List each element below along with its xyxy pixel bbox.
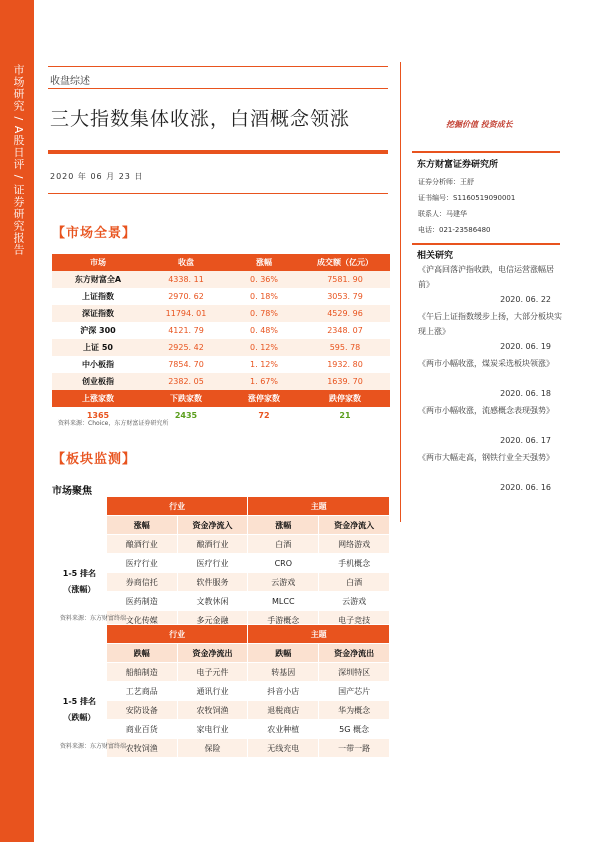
table-cell: 云游戏	[319, 592, 390, 611]
table-cell: 医药制造	[106, 592, 177, 611]
column-header: 资金净流出	[177, 644, 248, 663]
column-header: 下跌家数	[144, 390, 228, 407]
column-header: 上涨家数	[52, 390, 144, 407]
table-header-row	[53, 516, 390, 535]
table-cell: 华为概念	[319, 701, 390, 720]
page-title: 三大指数集体收涨，白酒概念领涨	[50, 108, 351, 130]
index-name: 沪深 300	[52, 322, 144, 339]
turnover-value: 3053. 79	[300, 288, 390, 305]
index-name: 创业板指	[52, 373, 144, 390]
close-value: 11794. 01	[144, 305, 228, 322]
table-row	[52, 322, 390, 339]
table-cell: 工艺商品	[106, 682, 177, 701]
group-header-theme: 主题	[248, 625, 390, 644]
close-value: 4121. 79	[144, 322, 228, 339]
table-cell: 医疗行业	[177, 554, 248, 573]
header-top-rule	[48, 66, 388, 67]
market-overview-heading: 【市场全景】	[52, 226, 137, 241]
analyst: 证券分析师：王舒	[418, 178, 474, 186]
column-header: 涨停家数	[228, 390, 300, 407]
header-mid-rule	[48, 88, 388, 89]
group-header-theme: 主题	[248, 497, 390, 516]
related-report-title[interactable]: 《沪高回落沪指收跌，电信运营涨幅居前》	[418, 265, 554, 289]
table-cell: 电子元件	[177, 663, 248, 682]
column-header: 资金净流入	[177, 516, 248, 535]
related-report-date: 2020. 06. 17	[500, 436, 551, 445]
turnover-value: 595. 78	[300, 339, 390, 356]
table-cell: 券商信托	[106, 573, 177, 592]
table-row	[53, 535, 390, 554]
table-row	[53, 663, 390, 682]
company-rule	[412, 151, 560, 153]
table-cell: 医疗行业	[106, 554, 177, 573]
table-cell: 云游戏	[248, 573, 319, 592]
report-date: 2020 年 06 月 23 日	[50, 172, 144, 181]
column-header: 涨幅	[106, 516, 177, 535]
section-label: 收盘综述	[50, 76, 90, 87]
slogan: 挖掘价值 投资成长	[446, 120, 513, 129]
limit-up-count: 72	[228, 407, 300, 424]
table-cell: 国产芯片	[319, 682, 390, 701]
close-value: 2382. 05	[144, 373, 228, 390]
related-title: 相关研究	[417, 251, 454, 261]
related-report-title[interactable]: 《两市小幅收涨，流感概念表现强势》	[418, 406, 554, 415]
related-report-title[interactable]: 《两市小幅收涨，煤炭采选板块领涨》	[418, 359, 554, 368]
table-cell: 酿酒行业	[177, 535, 248, 554]
table-header-row	[52, 254, 390, 271]
table-cell: 农业种植	[248, 720, 319, 739]
limit-down-count: 21	[300, 407, 390, 424]
group-header-industry: 行业	[106, 625, 248, 644]
close-value: 2970. 62	[144, 288, 228, 305]
column-header: 收盘	[144, 254, 228, 271]
change-value: 0. 18%	[228, 288, 300, 305]
index-name: 东方财富全A	[52, 271, 144, 288]
sidebar-label: 市场研究 / A股日评 / 证券研究报告	[12, 64, 25, 256]
table-cell: 农牧饲渔	[177, 701, 248, 720]
table-group-header-row	[53, 497, 390, 516]
change-value: 1. 67%	[228, 373, 300, 390]
rank-label: 1-5 排名 （跌幅）	[53, 663, 107, 758]
table-cell: 保险	[177, 739, 248, 758]
related-rule	[412, 243, 560, 245]
table-cell: 多元金融	[177, 611, 248, 630]
market-source-note: 资料来源：Choice，东方财富证券研究所	[58, 420, 169, 427]
table-row	[52, 305, 390, 322]
table-cell: 无线充电	[248, 739, 319, 758]
sidebar-strip	[0, 0, 34, 842]
close-value: 7854. 70	[144, 356, 228, 373]
table-cell: 5G 概念	[319, 720, 390, 739]
change-value: 0. 48%	[228, 322, 300, 339]
table-cell: 白酒	[248, 535, 319, 554]
index-name: 深证指数	[52, 305, 144, 322]
date-rule	[48, 193, 388, 194]
close-value: 4338. 11	[144, 271, 228, 288]
title-rule	[48, 150, 388, 154]
rank-label: 1-5 排名 （涨幅）	[53, 535, 107, 630]
related-report-title[interactable]: 《两市大幅走高，钢铁行业全天强势》	[418, 453, 554, 462]
group-header-industry: 行业	[106, 497, 248, 516]
column-header: 涨幅	[228, 254, 300, 271]
index-name: 上证 50	[52, 339, 144, 356]
stats-header-row	[52, 390, 390, 407]
sector-monitor-heading: 【板块监测】	[52, 452, 137, 467]
change-value: 0. 12%	[228, 339, 300, 356]
table-cell: 手游概念	[248, 611, 319, 630]
column-header: 跌停家数	[300, 390, 390, 407]
table-cell: 退税商店	[248, 701, 319, 720]
table-cell: 白酒	[319, 573, 390, 592]
gainers-table	[52, 496, 390, 630]
index-name: 上证指数	[52, 288, 144, 305]
column-header: 成交额（亿元）	[300, 254, 390, 271]
market-focus-heading: 市场聚焦	[52, 486, 92, 497]
contact: 联系人：马建华	[418, 210, 467, 218]
table-group-header-row	[53, 625, 390, 644]
index-name: 中小板指	[52, 356, 144, 373]
table-cell: 深圳特区	[319, 663, 390, 682]
related-report-date: 2020. 06. 22	[500, 295, 551, 304]
table-cell: 文化传媒	[106, 611, 177, 630]
related-report-title[interactable]: 《午后上证指数缓步上扬，大部分板块实现上涨》	[418, 312, 562, 336]
table-cell: 文教休闲	[177, 592, 248, 611]
change-value: 0. 78%	[228, 305, 300, 322]
table-cell: 安防设备	[106, 701, 177, 720]
table-cell: MLCC	[248, 592, 319, 611]
column-header: 资金净流出	[319, 644, 390, 663]
table-cell: 网络游戏	[319, 535, 390, 554]
losers-source-note: 资料来源：东方财富终端	[60, 743, 127, 750]
turnover-value: 4529. 96	[300, 305, 390, 322]
turnover-value: 7581. 90	[300, 271, 390, 288]
related-report-date: 2020. 06. 18	[500, 389, 551, 398]
decliners-count: 2435	[144, 407, 228, 424]
market-table	[52, 254, 390, 424]
related-report-date: 2020. 06. 19	[500, 342, 551, 351]
table-cell: 手机概念	[319, 554, 390, 573]
table-row	[52, 373, 390, 390]
table-cell: 转基因	[248, 663, 319, 682]
table-row	[52, 271, 390, 288]
table-cell: 软件服务	[177, 573, 248, 592]
column-header: 跌幅	[248, 644, 319, 663]
table-cell: 农牧饲渔	[106, 739, 177, 758]
table-row	[52, 288, 390, 305]
turnover-value: 1932. 80	[300, 356, 390, 373]
phone: 电话：021-23586480	[418, 226, 491, 234]
column-divider	[400, 62, 401, 522]
column-header: 跌幅	[106, 644, 177, 663]
column-header: 涨幅	[248, 516, 319, 535]
table-cell: 一带一路	[319, 739, 390, 758]
table-cell: 通讯行业	[177, 682, 248, 701]
turnover-value: 1639. 70	[300, 373, 390, 390]
change-value: 0. 36%	[228, 271, 300, 288]
company-name: 东方财富证券研究所	[417, 160, 499, 170]
table-row	[52, 356, 390, 373]
table-row	[52, 339, 390, 356]
table-cell: 船舶制造	[106, 663, 177, 682]
table-cell: 商业百货	[106, 720, 177, 739]
table-cell: 电子竞技	[319, 611, 390, 630]
change-value: 1. 12%	[228, 356, 300, 373]
table-cell: 家电行业	[177, 720, 248, 739]
turnover-value: 2348. 07	[300, 322, 390, 339]
close-value: 2925. 42	[144, 339, 228, 356]
losers-table	[52, 624, 390, 758]
table-cell: CRO	[248, 554, 319, 573]
advancers-count: 1365	[52, 407, 144, 424]
gainers-source-note: 资料来源：东方财富终端	[60, 615, 127, 622]
cert-number: 证书编号：S1160519090001	[418, 194, 516, 202]
table-header-row	[53, 644, 390, 663]
related-report-date: 2020. 06. 16	[500, 483, 551, 492]
column-header: 资金净流入	[319, 516, 390, 535]
table-cell: 酿酒行业	[106, 535, 177, 554]
column-header: 市场	[52, 254, 144, 271]
table-cell: 抖音小店	[248, 682, 319, 701]
